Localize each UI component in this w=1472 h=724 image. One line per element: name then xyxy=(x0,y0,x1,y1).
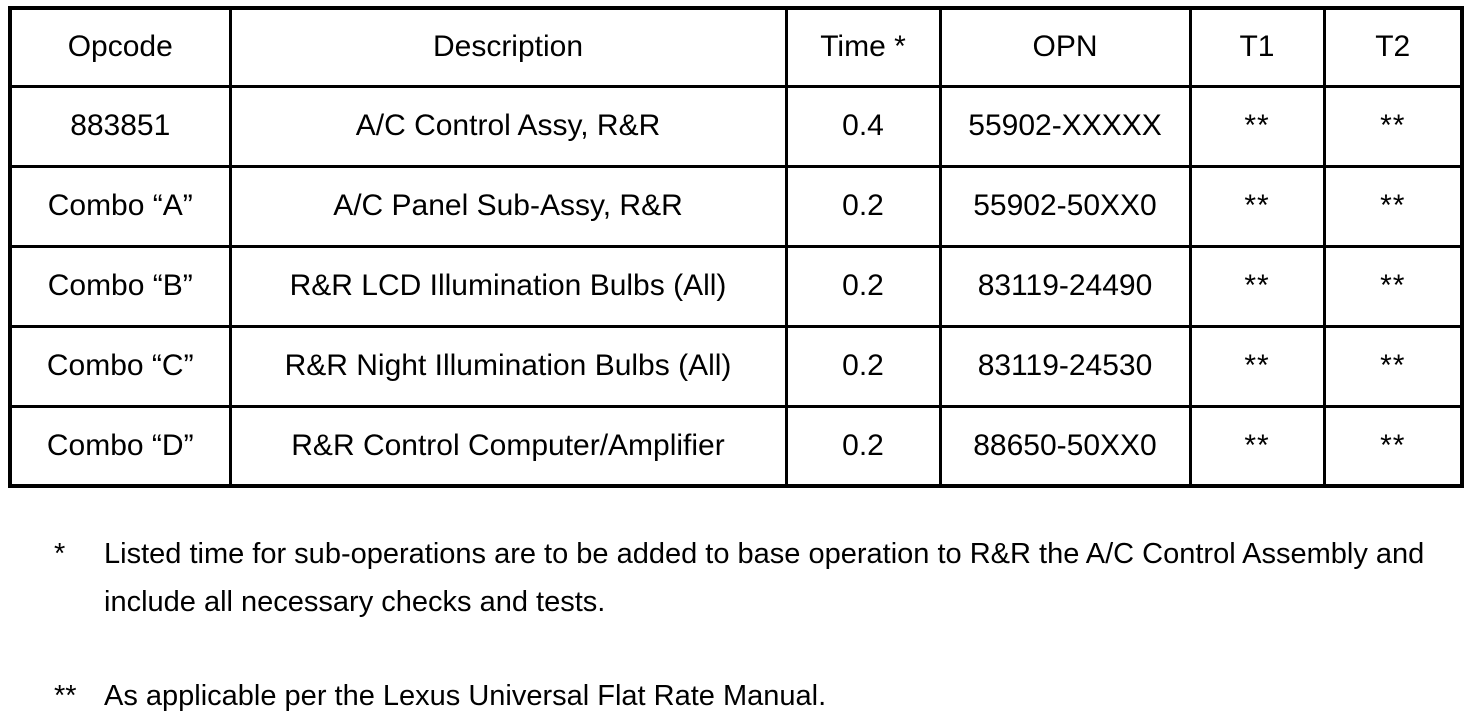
cell-time: 0.2 xyxy=(786,246,940,326)
cell-t1: ** xyxy=(1190,326,1324,406)
footnote-double-asterisk xyxy=(0,672,1472,720)
cell-description: R&R Night Illumination Bulbs (All) xyxy=(230,326,786,406)
cell-t1: ** xyxy=(1190,406,1324,486)
cell-opn: 83119-24530 xyxy=(940,326,1190,406)
footnote-text: As applicable per the Lexus Universal Flat Rate Manual. xyxy=(104,680,827,712)
header-time: Time * xyxy=(786,8,940,86)
cell-t2: ** xyxy=(1324,86,1462,166)
cell-opn: 55902-XXXXX xyxy=(940,86,1190,166)
cell-opcode: Combo “C” xyxy=(10,326,230,406)
footnote-marker: ** xyxy=(54,680,77,712)
cell-description: R&R Control Computer/Amplifier xyxy=(230,406,786,486)
header-opn: OPN xyxy=(940,8,1190,86)
cell-t2: ** xyxy=(1324,326,1462,406)
labor-operations-table xyxy=(8,6,1464,488)
cell-opn: 83119-24490 xyxy=(940,246,1190,326)
cell-opn: 88650-50XX0 xyxy=(940,406,1190,486)
cell-t1: ** xyxy=(1190,166,1324,246)
cell-t1: ** xyxy=(1190,86,1324,166)
table-row xyxy=(10,406,1462,486)
cell-time: 0.2 xyxy=(786,326,940,406)
cell-time: 0.4 xyxy=(786,86,940,166)
cell-opcode: Combo “D” xyxy=(10,406,230,486)
cell-t2: ** xyxy=(1324,406,1462,486)
header-description: Description xyxy=(230,8,786,86)
table-header-row xyxy=(10,8,1462,86)
footnote-marker: * xyxy=(54,538,66,570)
cell-opcode: Combo “B” xyxy=(10,246,230,326)
table-row xyxy=(10,326,1462,406)
table-row xyxy=(10,246,1462,326)
cell-description: R&R LCD Illumination Bulbs (All) xyxy=(230,246,786,326)
header-opcode: Opcode xyxy=(10,8,230,86)
table-row xyxy=(10,166,1462,246)
cell-description: A/C Panel Sub-Assy, R&R xyxy=(230,166,786,246)
header-t1: T1 xyxy=(1190,8,1324,86)
footnote-text: Listed time for sub-operations are to be added to base operation to R&R the A/C Control Assembly and include all necessary checks and tests. xyxy=(104,538,1425,618)
table-row xyxy=(10,86,1462,166)
cell-t2: ** xyxy=(1324,166,1462,246)
cell-opcode: Combo “A” xyxy=(10,166,230,246)
cell-t2: ** xyxy=(1324,246,1462,326)
footnote-single-asterisk xyxy=(0,530,1472,626)
cell-opcode: 883851 xyxy=(10,86,230,166)
cell-t1: ** xyxy=(1190,246,1324,326)
cell-opn: 55902-50XX0 xyxy=(940,166,1190,246)
cell-description: A/C Control Assy, R&R xyxy=(230,86,786,166)
footnotes xyxy=(0,530,1472,720)
cell-time: 0.2 xyxy=(786,166,940,246)
header-t2: T2 xyxy=(1324,8,1462,86)
cell-time: 0.2 xyxy=(786,406,940,486)
